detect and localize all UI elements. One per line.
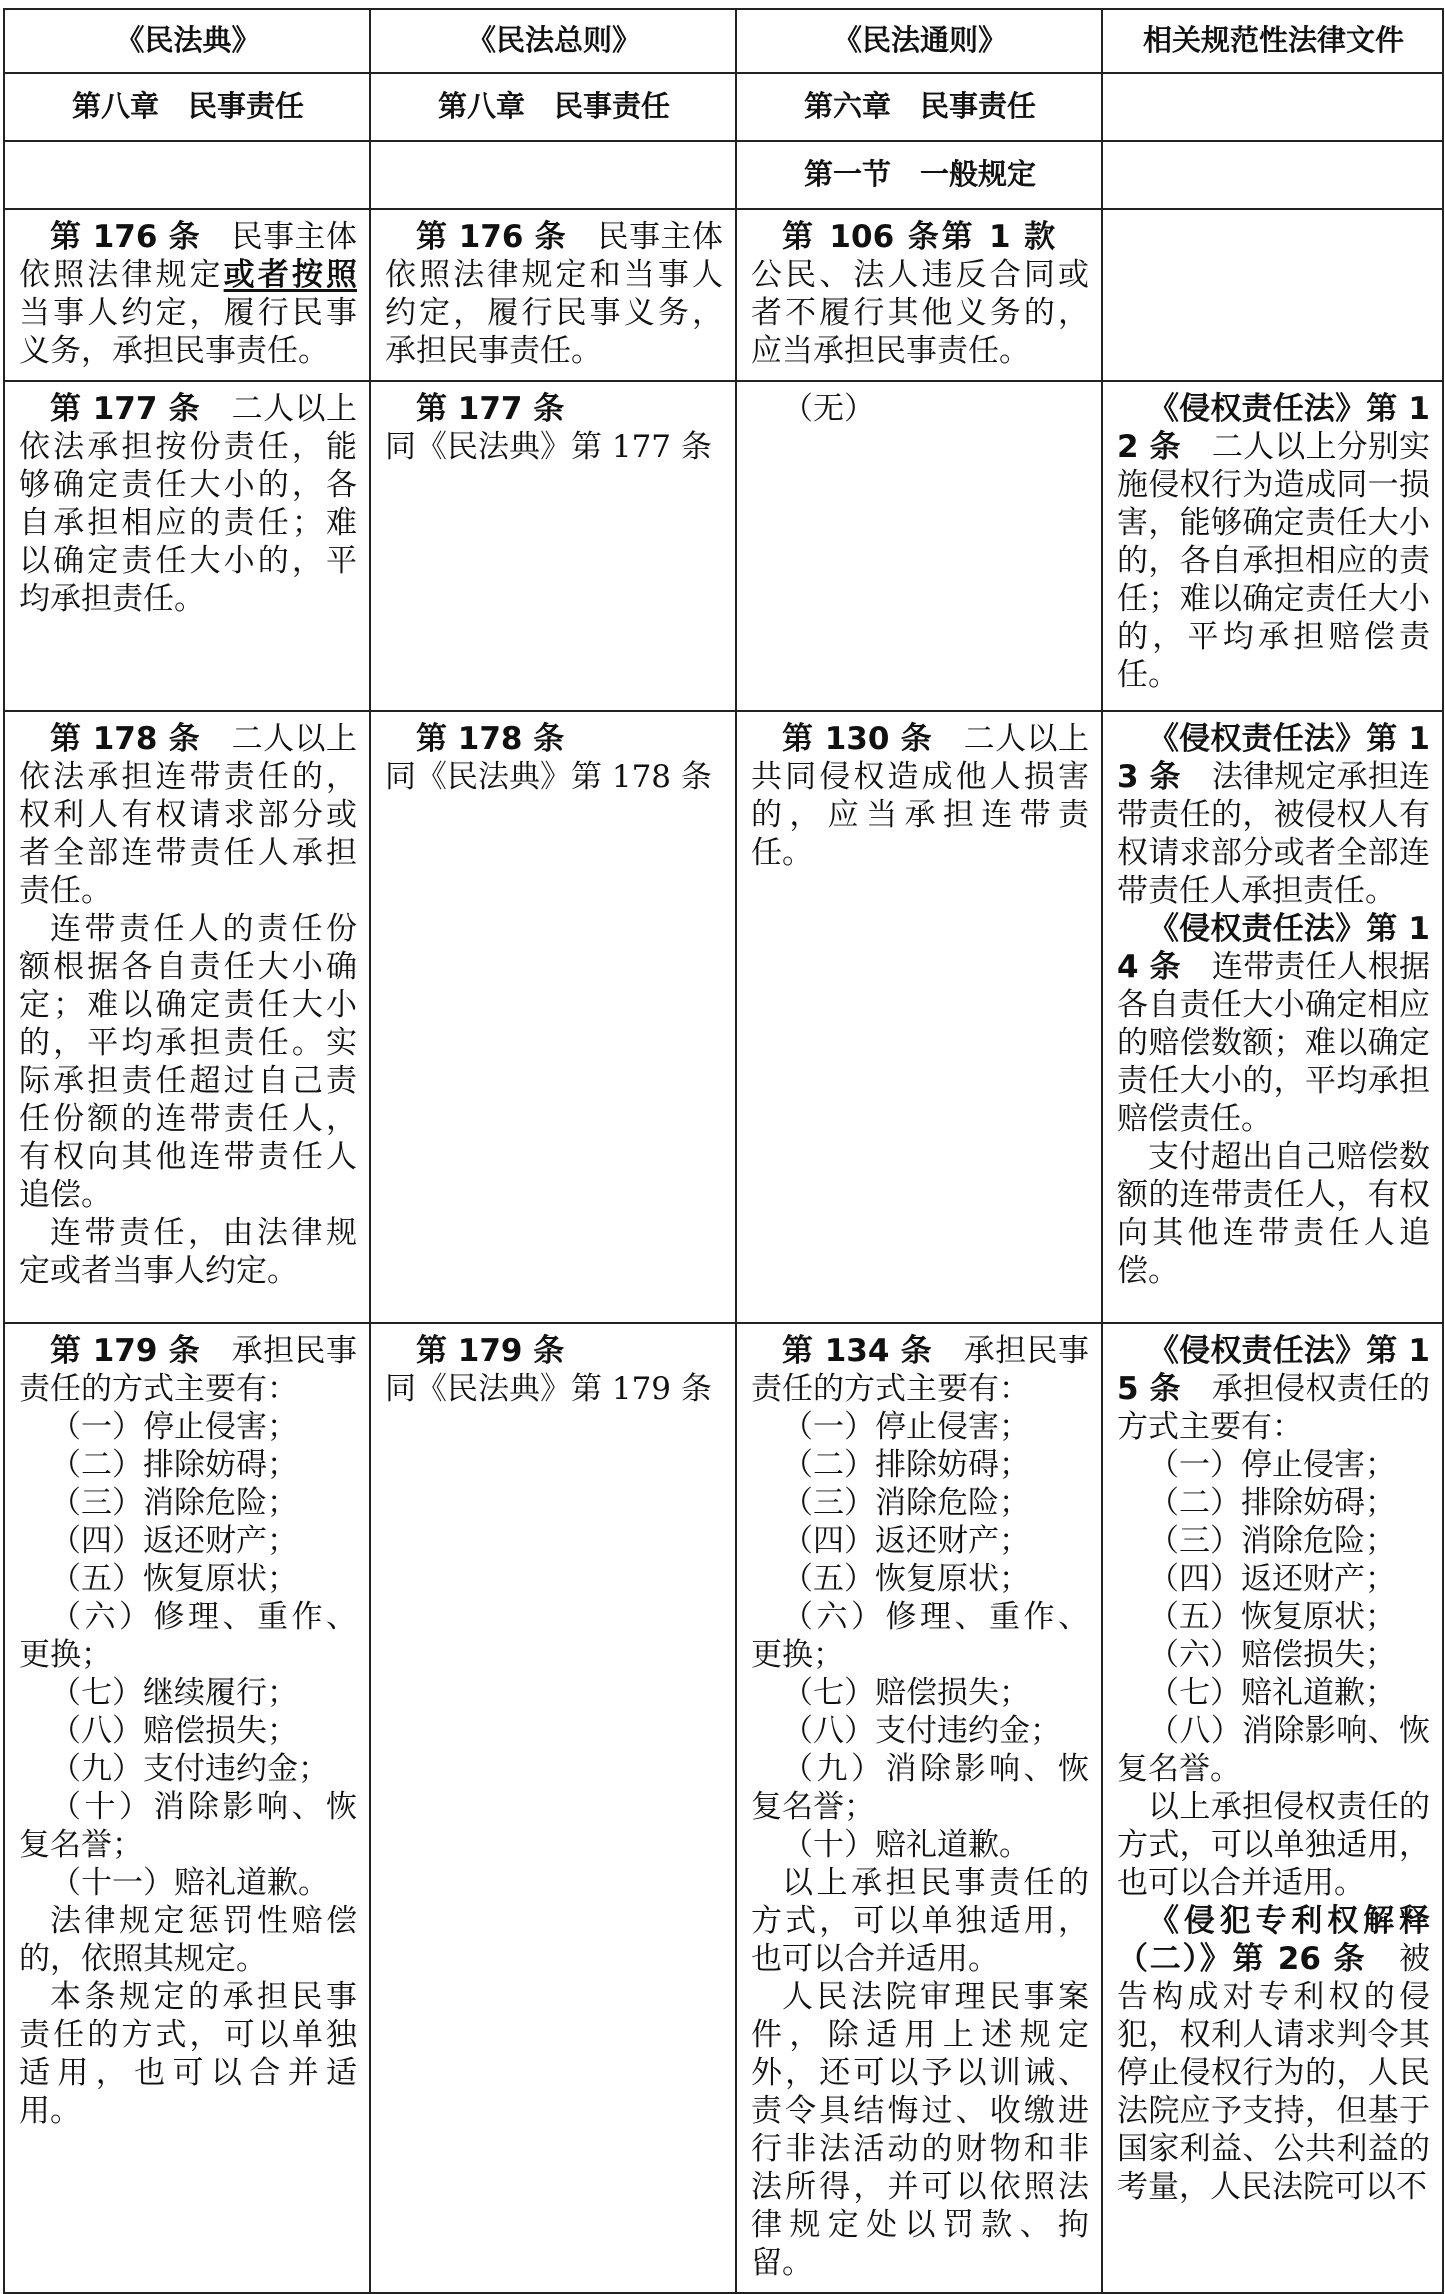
cell-civil-code: [4, 711, 370, 1323]
article-paragraph: [19, 720, 357, 910]
reference-title: 《侵权责任法》第 12 条: [1117, 391, 1430, 465]
article-text: 被告构成对专利权的侵犯，权利人请求判令其停止侵权行为的，人民法院应予支持，但基于国家利益、公共利益的考量，人民法院可以不: [1117, 1941, 1431, 2205]
article-number: 第 130 条: [782, 721, 933, 757]
article-number: 第 134 条: [782, 1333, 933, 1369]
article-number: 第 176 条: [50, 219, 201, 255]
list-item: （一）停止侵害；: [50, 1409, 298, 1445]
list-item: （一）停止侵害；: [782, 1409, 1030, 1445]
chapter-cell: 第八章 民事责任: [4, 73, 370, 141]
article-paragraph: [19, 218, 357, 370]
list-item: （八）支付违约金；: [782, 1713, 1061, 1749]
article-paragraph: 以上承担侵权责任的方式，可以单独适用，也可以合并适用。: [1117, 1789, 1430, 1901]
section-cell: [1102, 141, 1443, 209]
article-paragraph: [751, 720, 1089, 872]
article-text: 承担侵权责任的方式主要有：: [1117, 1371, 1430, 1445]
article-text: 同《民法典》第 179 条: [385, 1371, 712, 1407]
article-paragraph: 法律规定惩罚性赔偿的，依照其规定。: [19, 1903, 357, 1977]
list-item: （五）恢复原状；: [50, 1561, 298, 1597]
cell-general-principles: [736, 381, 1102, 711]
article-text: 连带责任人根据各自责任大小确定相应的赔偿数额；难以确定责任大小的，平均承担赔偿责任。: [1117, 949, 1430, 1137]
list-item: （七）赔礼道歉；: [1148, 1675, 1396, 1711]
cell-general-provisions: [370, 711, 736, 1323]
cell-general-provisions: [370, 381, 736, 711]
article-paragraph: 以上承担民事责任的方式，可以单独适用，也可以合并适用。: [751, 1865, 1089, 1977]
list-item: （三）消除危险；: [782, 1485, 1030, 1521]
article-text: （无）: [782, 391, 875, 427]
article-paragraph: 本条规定的承担民事责任的方式，可以单独适用，也可以合并适用。: [19, 1979, 357, 2129]
article-paragraph: [385, 1332, 723, 1370]
cell-related-documents: [1102, 711, 1443, 1323]
list-item: （五）恢复原状；: [1148, 1599, 1396, 1635]
table-row-177: [4, 381, 1443, 711]
cell-civil-code: [4, 1323, 370, 2293]
article-text: 承担民事责任的方式主要有：: [19, 1333, 358, 1407]
article-paragraph: [1117, 1902, 1430, 2206]
article-text: 当事人约定，履行民事义务，承担民事责任。: [19, 295, 357, 369]
chapter-cell: 第八章 民事责任: [370, 73, 736, 141]
list-item: （四）返还财产；: [782, 1523, 1030, 1559]
header-related-documents: 相关规范性法律文件: [1102, 9, 1443, 73]
article-text: 同《民法典》第 177 条: [385, 429, 712, 465]
reference-title: 《侵犯专利权解释（二）》第 26 条: [1117, 1903, 1430, 1977]
table-row-178: [4, 711, 1443, 1323]
article-text: 同《民法典》第 178 条: [385, 759, 712, 795]
list-item: （六）修理、重作、更换；: [751, 1599, 1089, 1673]
chapter-cell: [1102, 73, 1443, 141]
article-number: 第 178 条: [416, 721, 565, 757]
cell-general-provisions: [370, 209, 736, 381]
article-number: 第 177 条: [50, 391, 201, 427]
article-number: 第 179 条: [416, 1333, 565, 1369]
article-paragraph: [1117, 390, 1430, 694]
list-item: （十）赔礼道歉。: [782, 1827, 1030, 1863]
section-cell: [4, 141, 370, 209]
header-general-principles: 《民法通则》: [736, 9, 1102, 73]
article-paragraph: [19, 390, 357, 618]
list-item: （一）停止侵害；: [1148, 1447, 1396, 1483]
article-number: 第 177 条: [416, 391, 565, 427]
article-text: 承担民事责任的方式主要有：: [751, 1333, 1090, 1407]
article-paragraph: [1117, 910, 1430, 1138]
article-paragraph: [1117, 1332, 1430, 1446]
article-paragraph: [19, 1332, 357, 1408]
article-text: 二人以上分别实施侵权行为造成同一损害，能够确定责任大小的，各自承担相应的责任；难以确定责任大小的，平均承担赔偿责任。: [1117, 429, 1430, 693]
article-paragraph: [1117, 720, 1430, 910]
list-item: （十）消除影响、恢复名誉；: [19, 1789, 357, 1863]
list-item: （九）支付违约金；: [50, 1751, 329, 1787]
list-item: （六）修理、重作、更换；: [19, 1599, 357, 1673]
list-item: （二）排除妨碍；: [50, 1447, 298, 1483]
article-text: 二人以上依法承担按份责任，能够确定责任大小的，各自承担相应的责任；难以确定责任大小的，平均承担责任。: [19, 391, 358, 617]
article-paragraph: 人民法院审理民事案件，除适用上述规定外，还可以予以训诫、责令具结悔过、收缴进行非法活动的财物和非法所得，并可以依照法律规定处以罚款、拘留。: [751, 1979, 1089, 2281]
cell-related-documents: [1102, 381, 1443, 711]
section-cell: 第一节 一般规定: [736, 141, 1102, 209]
cell-related-documents: [1102, 1323, 1443, 2293]
list-item: （三）消除危险；: [50, 1485, 298, 1521]
list-item: （六）赔偿损失；: [1148, 1637, 1396, 1673]
article-text: 公民、法人违反合同或者不履行其他义务的，应当承担民事责任。: [751, 257, 1089, 369]
article-text: 法律规定承担连带责任的，被侵权人有权请求部分或者全部连带责任人承担责任。: [1117, 759, 1430, 909]
cell-general-provisions: [370, 1323, 736, 2293]
table-row-176: [4, 209, 1443, 381]
article-number: 第 179 条: [50, 1333, 201, 1369]
chapter-row: [4, 73, 1443, 141]
reference-title: 《侵权责任法》第 15 条: [1117, 1333, 1430, 1407]
reference-title: 《侵权责任法》第 14 条: [1117, 911, 1430, 985]
article-number: 第 106 条第 1 款: [782, 219, 1058, 255]
list-item: （八）赔偿损失；: [50, 1713, 298, 1749]
table-row-179: [4, 1323, 1443, 2293]
list-item: （二）排除妨碍；: [782, 1447, 1030, 1483]
article-text: 民事主体依照法律规定: [19, 219, 358, 293]
list-item: （七）继续履行；: [50, 1675, 298, 1711]
cell-related-documents: [1102, 209, 1443, 381]
article-paragraph: [751, 1332, 1089, 1408]
article-paragraph: [385, 218, 723, 370]
list-item: （七）赔偿损失；: [782, 1675, 1030, 1711]
header-row: [4, 9, 1443, 73]
article-paragraph: [751, 218, 1089, 370]
reference-title: 《侵权责任法》第 13 条: [1117, 721, 1430, 795]
section-cell: [370, 141, 736, 209]
article-paragraph: 连带责任人的责任份额根据各自责任大小确定；难以确定责任大小的，平均承担责任。实际承担责任超过自己责任份额的连带责任人，有权向其他连带责任人追偿。: [19, 911, 357, 1213]
cell-general-principles: [736, 711, 1102, 1323]
list-item: （九）消除影响、恢复名誉；: [751, 1751, 1089, 1825]
list-item: （四）返还财产；: [50, 1523, 298, 1559]
article-paragraph: 连带责任，由法律规定或者当事人约定。: [19, 1215, 357, 1289]
chapter-cell: 第六章 民事责任: [736, 73, 1102, 141]
list-item: （三）消除危险；: [1148, 1523, 1396, 1559]
law-comparison-table: [3, 8, 1444, 2294]
article-text: 民事主体依照法律规定和当事人约定，履行民事义务，承担民事责任。: [385, 219, 724, 369]
cell-civil-code: [4, 381, 370, 711]
header-general-provisions: 《民法总则》: [370, 9, 736, 73]
article-paragraph: [385, 720, 723, 758]
amended-text: 或者按照: [223, 257, 358, 293]
list-item: （五）恢复原状；: [782, 1561, 1030, 1597]
article-text: 二人以上共同侵权造成他人损害的，应当承担连带责任。: [751, 721, 1090, 871]
article-paragraph: [385, 390, 723, 428]
article-paragraph: 支付超出自己赔偿数额的连带责任人，有权向其他连带责任人追偿。: [1117, 1139, 1430, 1289]
list-item: （十一）赔礼道歉。: [50, 1865, 329, 1901]
article-text: 二人以上依法承担连带责任的，权利人有权请求部分或者全部连带责任人承担责任。: [19, 721, 358, 909]
cell-general-principles: [736, 1323, 1102, 2293]
header-civil-code: 《民法典》: [4, 9, 370, 73]
section-row: [4, 141, 1443, 209]
article-number: 第 178 条: [50, 721, 201, 757]
list-item: （二）排除妨碍；: [1148, 1485, 1396, 1521]
list-item: （四）返还财产；: [1148, 1561, 1396, 1597]
list-item: （八）消除影响、恢复名誉。: [1117, 1713, 1430, 1787]
cell-general-principles: [736, 209, 1102, 381]
cell-civil-code: [4, 209, 370, 381]
article-number: 第 176 条: [416, 219, 567, 255]
